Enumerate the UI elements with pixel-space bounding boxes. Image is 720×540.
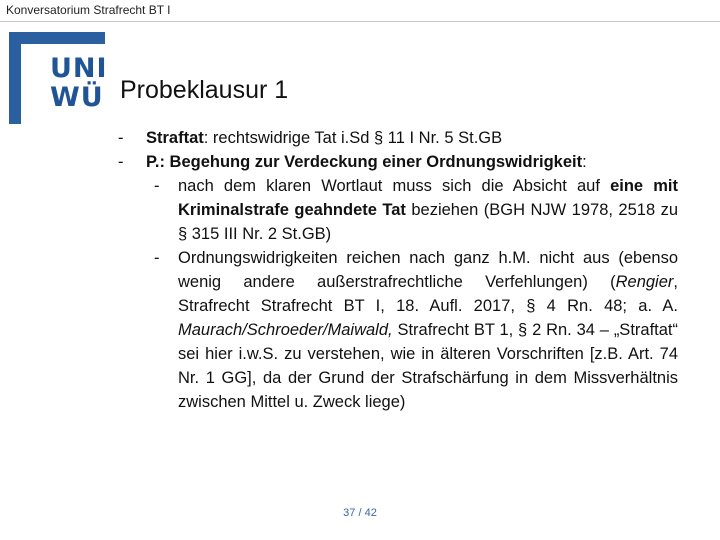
bullet-bold: Straftat [146,129,204,147]
sub-bullet-wortlaut [154,174,678,246]
course-title: Konversatorium Strafrecht BT I [6,3,171,17]
bullet-rest: : rechtswidrige Tat i.Sd § 11 I Nr. 5 St.GB [203,129,503,147]
logo-line-1: UNI [50,53,108,84]
bullet-bold: P.: Begehung zur Verdeckung einer Ordnungswidrigkeit [146,153,583,171]
text-segment: , Strafrecht Strafrecht BT I, 18. Aufl. 2017, § 4 Rn. 48; a. A. [178,273,678,315]
bullet-text [146,150,678,174]
slide-title: Probeklausur 1 [120,76,289,104]
bullet-straftat [116,126,678,150]
logo-line-2: WÜ [50,82,104,113]
page-number: 37 / 42 [343,507,377,519]
text-italic-segment: Rengier [615,273,674,291]
bullet-text [146,126,678,150]
sub-bullet-text [178,174,678,246]
logo-lettering [50,55,108,113]
bullet-dash: - [118,153,124,171]
header-divider [0,21,720,22]
slide-content [116,126,678,414]
bullet-problem [116,150,678,174]
sub-bullet-dash: - [154,249,160,267]
text-italic-segment: Maurach/Schroeder/Maiwald, [178,321,393,339]
text-segment: Strafrecht BT 1, § 2 Rn. 34 – „Straftat“ sei hier i.w.S. zu verstehen, wie in älteren Vorschriften [z.B. Art. 74 Nr. 1 GG], da der Grund der Strafschärfung in dem Missverhältnis zwischen Mittel u. Zweck liege) [178,321,678,411]
text-segment: Ordnungswidrigkeiten reichen nach ganz h.M. nicht aus (ebenso wenig andere außerstrafrechtliche Verfehlungen) ( [178,249,678,291]
bullet-rest: : [582,153,587,171]
text-segment: beziehen (BGH NJW 1978, 2518 zu § 315 III Nr. 2 St.GB) [178,201,678,243]
text-segment: nach dem klaren Wortlaut muss sich die Absicht auf [178,177,611,195]
sub-bullet-dash: - [154,177,160,195]
sub-bullet-text [178,246,678,414]
sub-bullet-ordnungswidrigkeiten [154,246,678,414]
text-bold-segment: eine mit Kriminalstrafe geahndete Tat [178,177,678,219]
bullet-dash: - [118,129,124,147]
